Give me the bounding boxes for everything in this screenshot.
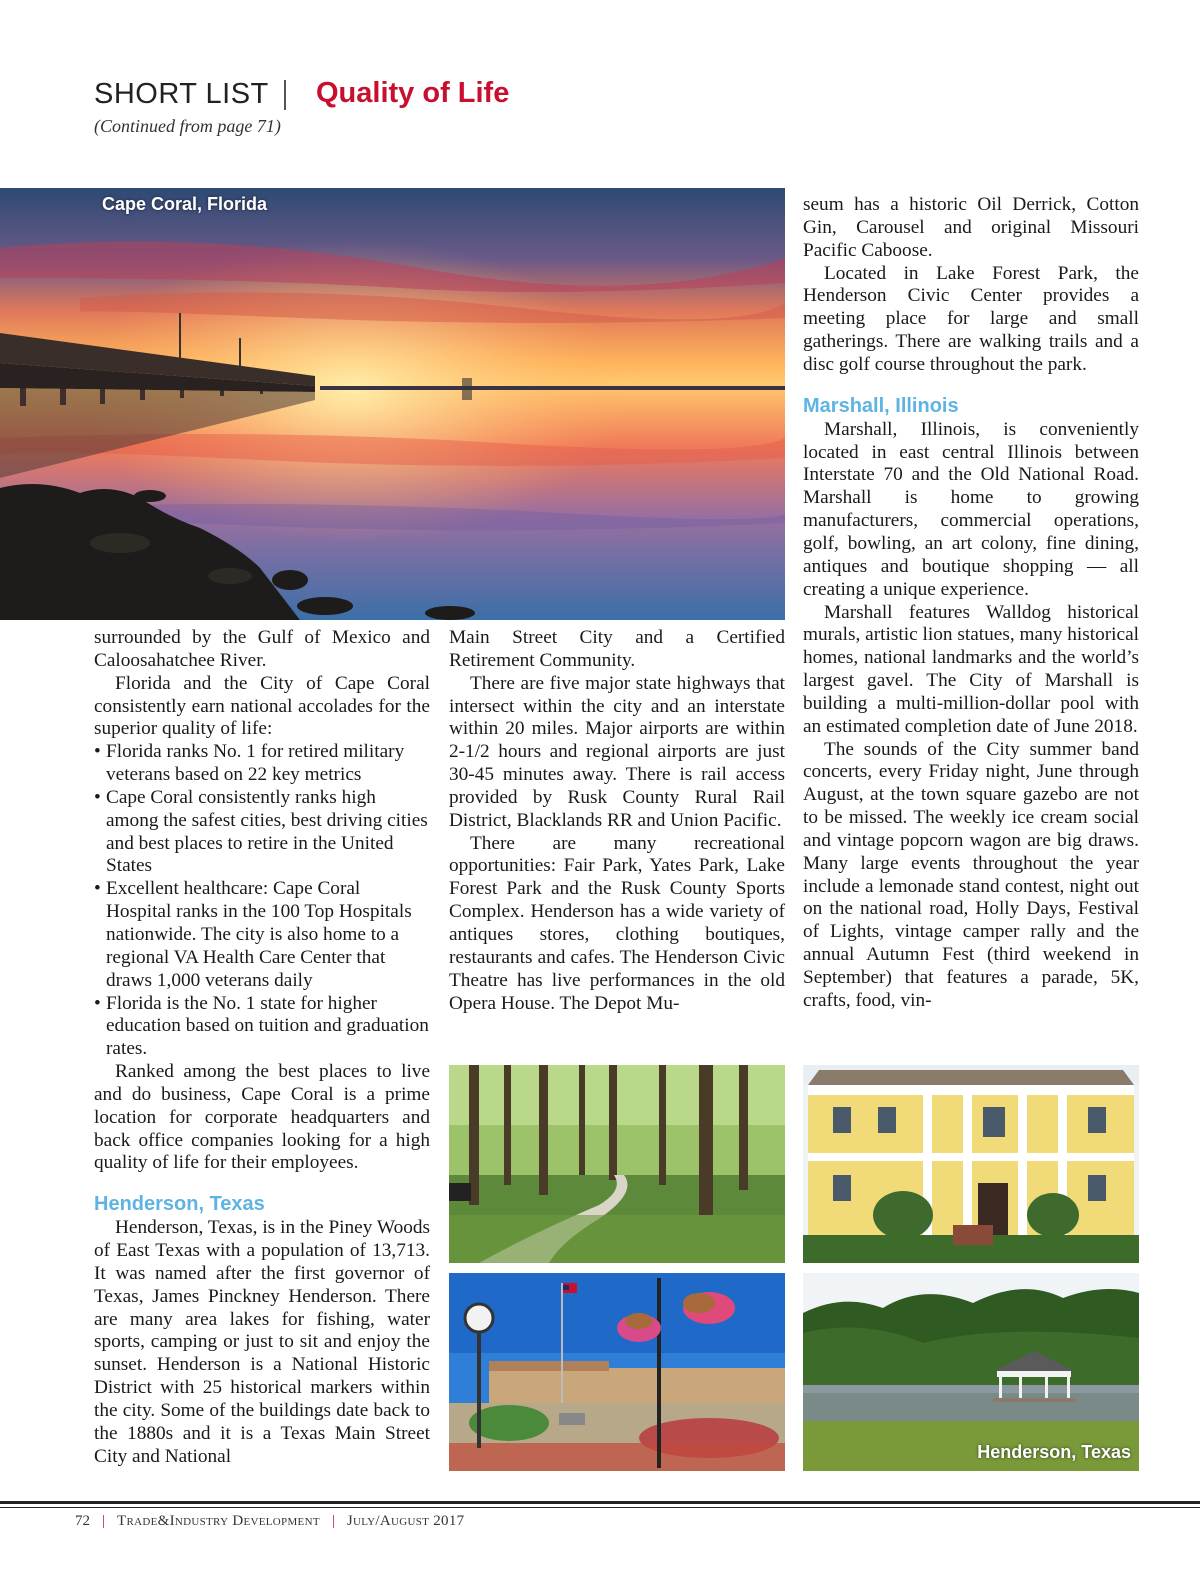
- historic-house-photo: [803, 1065, 1139, 1263]
- section-label: SHORT LIST: [94, 78, 269, 110]
- issue-date: July/August 2017: [346, 1513, 465, 1529]
- column-2: [449, 627, 785, 1015]
- paragraph: Ranked among the best places to live and do business, Cape Coral is a prime location for corporate headquarters and back office companies looking for a high quality of life for their employees.: [94, 1061, 430, 1174]
- section-heading-henderson: Henderson, Texas: [94, 1193, 265, 1216]
- paragraph: Henderson, Texas, is in the Piney Woods of East Texas with a population of 13,713. It was named after the first governor of Texas, James Pinckney Henderson. There are many area lakes for fishing, water sports, camping or just to sit and enjoy the sunset. Henderson is a National Historic District with 25 historical markers within the city. Some of the buildings date back to the 1880s and it is a Texas Main Street City and National: [94, 1217, 430, 1467]
- footer-separator: |: [331, 1513, 335, 1529]
- footer-separator: |: [102, 1513, 106, 1529]
- list-item: • Cape Coral consistently ranks high among the safest cities, best driving cities and best places to retire in the United States: [94, 787, 430, 878]
- paragraph: Main Street City and a Certified Retirement Community.: [449, 627, 785, 671]
- paragraph: The sounds of the City summer band concerts, every Friday night, June through August, at the town square gazebo are not to be missed. The weekly ice cream social and vintage popcorn wagon are big draws. Many large events throughout the year include a lemonade stand contest, night out on the national road, Holly Days, Festival of Lights, vintage camper rally and the annual Autumn Fest (third weekend in September) that features a parade, 5K, crafts, food, vin-: [803, 738, 1139, 1011]
- lake-gazebo-photo: [803, 1273, 1139, 1471]
- paragraph: Florida and the City of Cape Coral consistently earn national accolades for the superior quality of life:: [94, 672, 430, 740]
- paragraph: surrounded by the Gulf of Mexico and Caloosahatchee River.: [94, 627, 430, 671]
- list-item: • Excellent healthcare: Cape Coral Hospital ranks in the 100 Top Hospitals nationwide. The city is also home to a regional VA Health Care Center that draws 1,000 veterans daily: [94, 878, 430, 992]
- continued-note: (Continued from page 71): [94, 116, 281, 136]
- paragraph: Marshall, Illinois, is conveniently located in east central Illinois between Interstate 70 and the Old National Road. Marshall is home to growing manufacturers, commercial operations, golf, bowling, an art colony, fine dining, antiques and boutique shopping — all creating a unique experience.: [803, 418, 1139, 600]
- header-divider: [284, 80, 286, 110]
- photo-caption: Cape Coral, Florida: [102, 194, 268, 214]
- column-3: [803, 194, 1139, 1013]
- town-square-photo: [449, 1273, 785, 1471]
- photo-caption: Henderson, Texas: [977, 1442, 1131, 1462]
- paragraph: Marshall features Walldog historical murals, artistic lion statues, many historical homes, national landmarks and the world’s largest gavel. The City of Marshall is building a multi-million-dollar pool with an estimated completion date of June 2018.: [803, 601, 1139, 737]
- paragraph: There are many recreational opportunities: Fair Park, Yates Park, Lake Forest Park and the Rusk County Sports Complex. Henderson has a wide variety of antiques stores, clothing boutiques, restaurants and cafes. The Henderson Civic Theatre has live performances in the old Opera House. The Depot Mu-: [449, 832, 785, 1014]
- page-title: Quality of Life: [316, 77, 510, 109]
- column-1: [94, 627, 430, 1469]
- footer: [75, 1513, 464, 1530]
- park-trail-photo: [449, 1065, 785, 1263]
- cape-coral-photo: [0, 188, 785, 620]
- footer-rule: [0, 1501, 1200, 1504]
- paragraph: seum has a historic Oil Derrick, Cotton Gin, Carousel and original Missouri Pacific Caboose.: [803, 194, 1139, 261]
- accolades-list: [94, 741, 430, 1061]
- list-item: • Florida is the No. 1 state for higher education based on tuition and graduation rates.: [94, 993, 430, 1062]
- list-item: • Florida ranks No. 1 for retired military veterans based on 22 key metrics: [94, 741, 430, 787]
- paragraph: Located in Lake Forest Park, the Henderson Civic Center provides a meeting place for large and small gatherings. There are walking trails and a disc golf course throughout the park.: [803, 262, 1139, 375]
- section-heading-marshall: Marshall, Illinois: [803, 394, 959, 417]
- page-number: 72: [75, 1513, 90, 1529]
- magazine-name: Trade&Industry Development: [117, 1513, 320, 1529]
- paragraph: There are five major state highways that intersect within the city and an interstate within 20 miles. Major airports are within 2-1/2 hours and regional airports are just 30-45 minutes away. There is rail access provided by Rusk County Rural Rail District, Blacklands RR and Union Pacific.: [449, 672, 785, 831]
- footer-rule: [0, 1507, 1200, 1508]
